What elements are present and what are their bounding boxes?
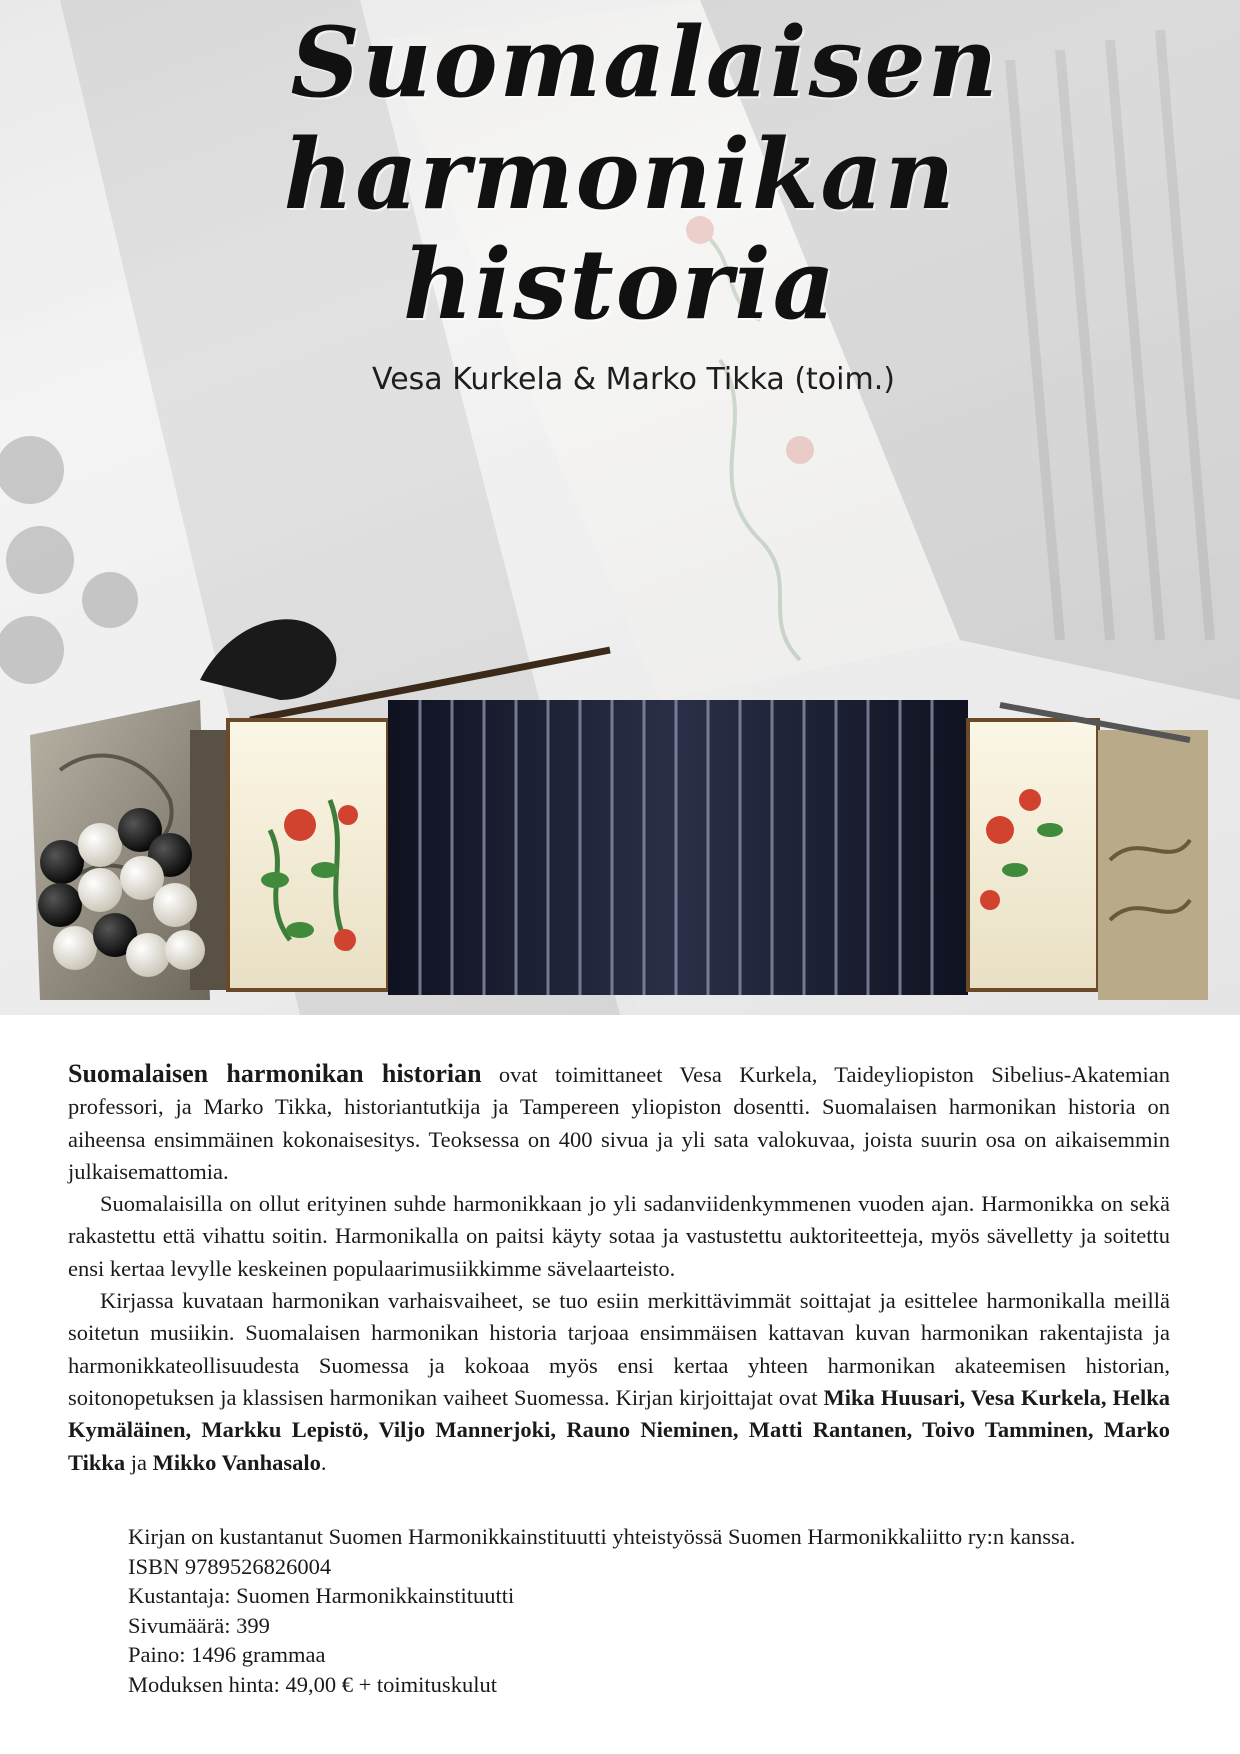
page-count: Sivumäärä: 399 [128,1612,270,1638]
author-list: Mika Huusari, Vesa Kurkela, Helka Kymäläinen, Markku Lepistö, Viljo Mannerjoki, Rauno Nieminen, Matti Rantanen, Toivo Tamminen, Marko Tikka [68,1384,1170,1475]
book-details [128,1522,1188,1700]
editors-credit: Vesa Kurkela & Marko Tikka (toim.) [372,362,895,397]
description-paragraph-2: Suomalaisilla on ollut erityinen suhde harmonikkaan jo yli sadanviidenkymmenen vuoden ajan. Harmonikka on sekä rakastettu että vihattu soitin. Harmonikalla on paitsi käyty sotaa ja vastustettu auktoriteetteja, myös sävelletty ja soitettu ensi kertaa levylle keskeinen populaarimusiikkimme sävelaarteisto. [68,1191,1170,1281]
title-line-2: harmonikan [283,118,957,231]
title-line-3: historia [403,228,837,341]
book-description [68,1058,1170,1479]
title-line-1: Suomalaisen [290,6,1000,119]
isbn: ISBN 9789526826004 [128,1553,332,1579]
description-paragraph-1: Suomalaisen harmonikan historian ovat toimittaneet Vesa Kurkela, Taideyliopiston Sibelius-Akatemian professori, ja Marko Tikka, historiantutkija ja Tampereen yliopiston dosentti. Suomalaisen harmonikan historia on aiheensa ensimmäinen kokonaisesitys. Teoksessa on 400 sivua ja yli sata valokuvaa, joista suurin osa on aikaisemmin julkaisemattomia. [68,1059,1170,1184]
description-paragraph-3: Kirjassa kuvataan harmonikan varhaisvaiheet, se tuo esiin merkittävimmät soittajat ja esittelee harmonikalla meillä soitetun musiikin. Suomalaisen harmonikan historia tarjoaa ensimmäisen kattavan kuvan harmonikan rakentajista ja harmonikkateollisuudesta Suomessa ja kokoaa myös ensi kertaa yhteen harmonikan akateemisen historian, soitonopetuksen ja klassisen harmonikan vaiheet Suomessa. Kirjan kirjoittajat ovat Mika Huusari, Vesa Kurkela, Helka Kymäläinen, Markku Lepistö, Viljo Mannerjoki, Rauno Nieminen, Matti Rantanen, Toivo Tamminen, Marko Tikka ja Mikko Vanhasalo. [68,1288,1170,1475]
publisher-note: Kirjan on kustantanut Suomen Harmonikkainstituutti yhteistyössä Suomen Harmonikkaliitto ry:n kanssa. [128,1524,1076,1549]
last-author: Mikko Vanhasalo [152,1449,321,1475]
weight: Paino: 1496 grammaa [128,1642,326,1668]
publisher: Kustantaja: Suomen Harmonikkainstituutti [128,1583,515,1609]
price: Moduksen hinta: 49,00 € + toimituskulut [128,1671,497,1697]
book-title-lead: Suomalaisen harmonikan historian [68,1059,482,1088]
